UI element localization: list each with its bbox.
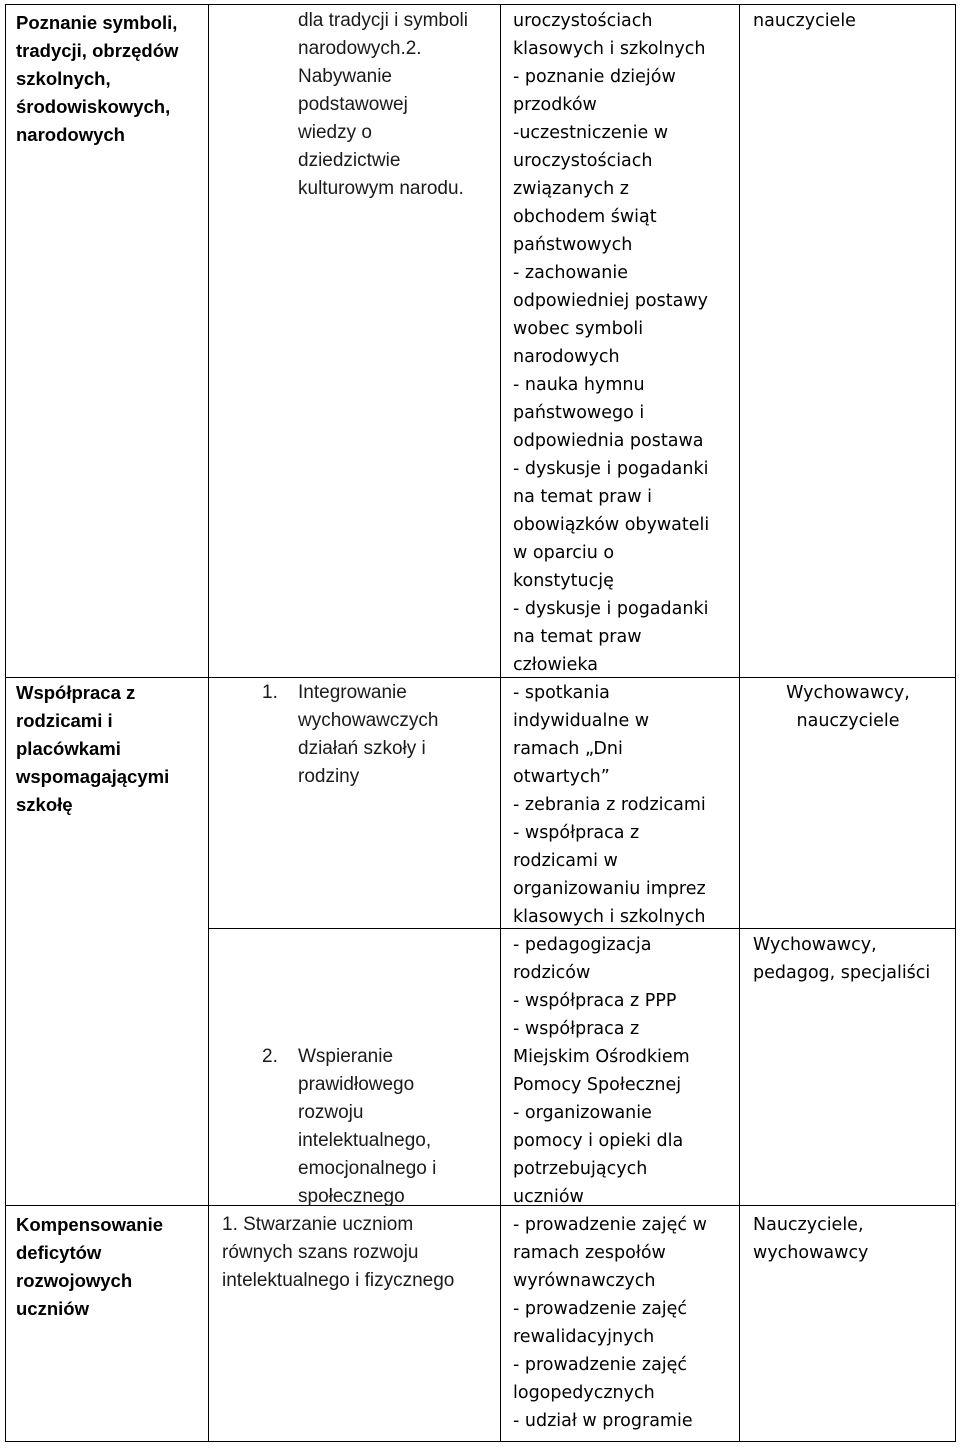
forms-line: państwowego i — [513, 403, 645, 423]
forms-line: Pomocy Społecznej — [513, 1075, 682, 1095]
task-line: społecznego — [298, 1186, 405, 1207]
forms-line: -uczestniczenie w — [513, 123, 669, 143]
task-line: Wspieranie — [298, 1046, 394, 1067]
forms-line: - spotkania — [513, 683, 610, 703]
task-line: wiedzy o — [298, 122, 372, 143]
forms-line: klasowych i szkolnych — [513, 39, 706, 59]
forms-line: wyrównawczych — [513, 1271, 656, 1291]
task-line: narodowych.2. — [298, 38, 422, 59]
area-line: Poznanie symboli, — [16, 12, 178, 33]
forms-line: - dyskusje i pogadanki — [513, 599, 709, 619]
forms-line: ramach zespołów — [513, 1243, 666, 1263]
forms-cell — [513, 679, 738, 931]
task-line: działań szkoły i — [298, 738, 426, 759]
forms-line: - prowadzenie zajęć — [513, 1299, 688, 1319]
forms-line: w oparciu o — [513, 543, 615, 563]
forms-line: - zebrania z rodzicami — [513, 795, 706, 815]
forms-line: związanych z — [513, 179, 629, 199]
task-line: rodziny — [298, 766, 360, 787]
task-line: wychowawczych — [298, 710, 439, 731]
responsible-line: nauczyciele — [753, 11, 856, 31]
column-divider — [739, 5, 740, 1441]
task-line: Nabywanie — [298, 66, 392, 87]
forms-line: - prowadzenie zajęć w — [513, 1215, 707, 1235]
forms-line: wobec symboli — [513, 319, 644, 339]
area-line: narodowych — [16, 124, 125, 145]
forms-line: pomocy i opieki dla — [513, 1131, 684, 1151]
forms-line: - poznanie dziejów — [513, 67, 676, 87]
forms-line: konstytucję — [513, 571, 614, 591]
forms-line: państwowych — [513, 235, 633, 255]
task-line: podstawowej — [298, 94, 408, 115]
area-line: uczniów — [16, 1298, 89, 1319]
area-line: rozwojowych — [16, 1270, 133, 1291]
task-cell — [252, 1043, 498, 1211]
forms-line: odpowiedniej postawy — [513, 291, 709, 311]
task-line: rozwoju — [298, 1102, 364, 1123]
forms-line: na temat praw i — [513, 487, 652, 507]
responsible-line: nauczyciele — [796, 711, 900, 731]
forms-line: klasowych i szkolnych — [513, 907, 706, 927]
task-number: 1. — [262, 682, 278, 703]
responsible-line: Wychowawcy, — [786, 683, 910, 703]
area-cell — [16, 1211, 206, 1323]
forms-line: na temat praw — [513, 627, 642, 647]
program-table — [5, 4, 956, 1442]
area-line: szkolnych, — [16, 68, 111, 89]
forms-line: Miejskim Ośrodkiem — [513, 1047, 690, 1067]
forms-line: - udział w programie — [513, 1411, 693, 1431]
area-line: tradycji, obrzędów — [16, 40, 179, 61]
forms-line: potrzebujących — [513, 1159, 648, 1179]
forms-line: - prowadzenie zajęć — [513, 1355, 688, 1375]
forms-line: logopedycznych — [513, 1383, 655, 1403]
forms-line: człowieka — [513, 655, 598, 675]
task-line: 1. Stwarzanie uczniom — [222, 1214, 414, 1235]
task-line: kulturowym narodu. — [298, 178, 464, 199]
responsible-line: pedagog, specjaliści — [753, 963, 931, 983]
task-cell — [298, 7, 498, 203]
responsible-cell — [741, 679, 955, 735]
task-line: prawidłowego — [298, 1074, 415, 1095]
task-number: 2. — [262, 1046, 278, 1067]
task-line: dla tradycji i symboli — [298, 10, 468, 31]
area-line: Kompensowanie — [16, 1214, 163, 1235]
forms-line: narodowych — [513, 347, 620, 367]
forms-line: - współpraca z — [513, 823, 640, 843]
area-line: środowiskowych, — [16, 96, 171, 117]
task-cell — [252, 679, 498, 791]
area-line: wspomagającymi — [16, 766, 170, 787]
area-cell — [16, 679, 206, 819]
area-line: rodzicami i — [16, 710, 113, 731]
forms-line: - współpraca z PPP — [513, 991, 677, 1011]
task-cell — [222, 1211, 498, 1295]
area-cell — [16, 9, 206, 149]
task-line: intelektualnego i fizycznego — [222, 1270, 455, 1291]
responsible-line: Wychowawcy, — [753, 935, 877, 955]
area-line: placówkami — [16, 738, 121, 759]
responsible-line: wychowawcy — [753, 1243, 869, 1263]
forms-line: przodków — [513, 95, 597, 115]
area-line: szkołę — [16, 794, 73, 815]
forms-line: - współpraca z — [513, 1019, 640, 1039]
forms-line: uroczystościach — [513, 11, 653, 31]
forms-cell — [513, 1211, 738, 1435]
task-line: równych szans rozwoju — [222, 1242, 419, 1263]
column-divider — [208, 5, 209, 1441]
task-line: dziedzictwie — [298, 150, 401, 171]
forms-line: - pedagogizacja — [513, 935, 652, 955]
forms-line: - dyskusje i pogadanki — [513, 459, 709, 479]
forms-line: rodziców — [513, 963, 591, 983]
forms-line: rodzicami w — [513, 851, 618, 871]
task-line: Integrowanie — [298, 682, 407, 703]
forms-cell — [513, 7, 738, 679]
responsible-cell — [753, 931, 953, 987]
responsible-line: Nauczyciele, — [753, 1215, 864, 1235]
forms-line: obowiązków obywateli — [513, 515, 710, 535]
forms-line: indywidualne w — [513, 711, 650, 731]
forms-cell — [513, 931, 738, 1211]
forms-line: otwartych” — [513, 767, 610, 787]
responsible-cell — [753, 7, 953, 35]
forms-line: ramach „Dni — [513, 739, 623, 759]
column-divider — [500, 5, 501, 1441]
forms-line: odpowiednia postawa — [513, 431, 704, 451]
forms-line: - nauka hymnu — [513, 375, 645, 395]
forms-line: - organizowanie — [513, 1103, 652, 1123]
area-line: Współpraca z — [16, 682, 136, 703]
forms-line: - zachowanie — [513, 263, 628, 283]
forms-line: obchodem świąt — [513, 207, 657, 227]
forms-line: uroczystościach — [513, 151, 653, 171]
task-line: intelektualnego, — [298, 1130, 432, 1151]
forms-line: rewalidacyjnych — [513, 1327, 655, 1347]
forms-line: uczniów — [513, 1187, 584, 1207]
row-divider — [6, 677, 955, 678]
responsible-cell — [753, 1211, 953, 1267]
task-line: emocjonalnego i — [298, 1158, 437, 1179]
forms-line: organizowaniu imprez — [513, 879, 706, 899]
area-line: deficytów — [16, 1242, 102, 1263]
